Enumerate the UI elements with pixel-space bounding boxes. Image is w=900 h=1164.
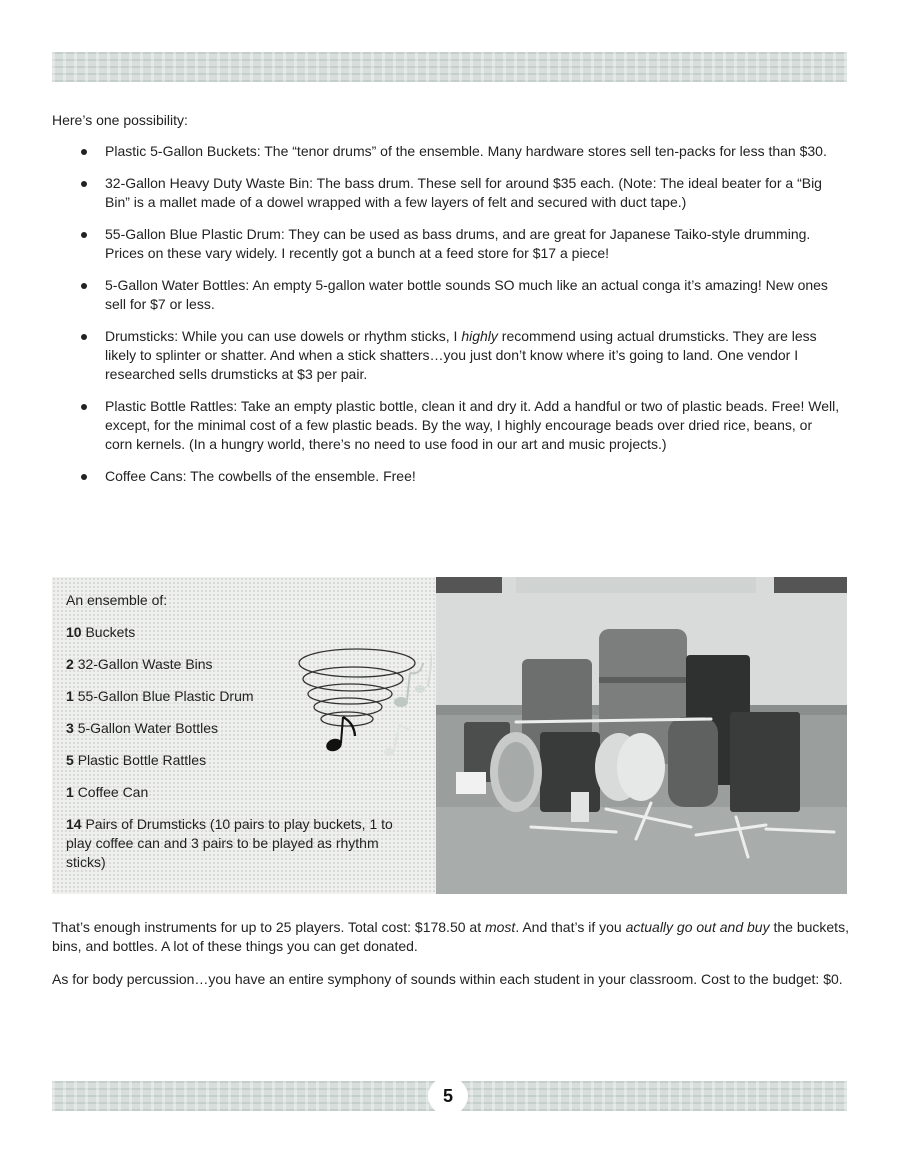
ensemble-item: [66, 719, 416, 738]
closing-paragraph: [52, 918, 852, 956]
ensemble-item: [66, 815, 416, 872]
list-item-text: 32-Gallon Heavy Duty Waste Bin: The bass drum. These sell for around $35 each. (Note: The ideal beater for a “Big Bin” is a mallet made of a dowel wrapped with a few layers of felt and secured with duct tape.): [105, 175, 822, 210]
ensemble-label: 32-Gallon Waste Bins: [77, 656, 213, 672]
emphasis-highly: highly: [461, 328, 498, 344]
ensemble-item: [66, 623, 416, 642]
ensemble-box: [52, 577, 436, 894]
closing-text-1: That’s enough instruments for up to 25 players. Total cost: $178.50 at: [52, 919, 485, 935]
page-number: 5: [428, 1077, 468, 1115]
instruments-photo: [436, 577, 847, 894]
list-item-text: Coffee Cans: The cowbells of the ensemble. Free!: [105, 468, 416, 484]
header-decorative-band: [52, 52, 847, 82]
ensemble-label: 5-Gallon Water Bottles: [77, 720, 219, 736]
list-item-text: 5-Gallon Water Bottles: An empty 5-gallon water bottle sounds SO much like an actual conga it’s amazing! New ones sell for $7 or less.: [105, 277, 828, 312]
ensemble-qty: 1: [66, 688, 74, 704]
ensemble-list: [66, 591, 416, 885]
list-item: [52, 327, 842, 384]
closing-text-2: . And that’s if you: [515, 919, 626, 935]
list-item-text: Plastic 5-Gallon Buckets: The “tenor drums” of the ensemble. Many hardware stores sell ten-packs for less than $30.: [105, 143, 827, 159]
ensemble-qty: 2: [66, 656, 74, 672]
list-item-text: Plastic Bottle Rattles: Take an empty plastic bottle, clean it and dry it. Add a handful or two of plastic beads. Free! Well, except, for the minimal cost of a few plastic beads. By the way, I highly encourage beads over dried rice, beans, or corn kernels. (In a hungry world, there’s no need to use food in our art and music projects.): [105, 398, 840, 452]
ensemble-qty: 3: [66, 720, 74, 736]
closing-emphasis-2: actually go out and buy: [625, 919, 770, 935]
ensemble-label: 55-Gallon Blue Plastic Drum: [77, 688, 254, 704]
list-item-text: 55-Gallon Blue Plastic Drum: They can be used as bass drums, and are great for Japanese Taiko-style drumming. Prices on these vary widely. I recently got a bunch at a feed store for $17 a piece!: [105, 226, 811, 261]
body-percussion-paragraph: As for body percussion…you have an entire symphony of sounds within each student in your classroom. Cost to the budget: $0.: [52, 971, 843, 987]
list-item-text-end: recommend using actual drumsticks. They are less likely to splinter or shatter. And when a stick shatters…you just don’t know where it’s going to land. One vendor I researched sells drumsticks at $3 per pair.: [105, 328, 817, 382]
ensemble-item: [66, 687, 416, 706]
ensemble-label: Plastic Bottle Rattles: [77, 752, 207, 768]
ensemble-label: Buckets: [85, 624, 136, 640]
ensemble-item: [66, 655, 416, 674]
list-item: [52, 225, 842, 263]
ensemble-label: Pairs of Drumsticks (10 pairs to play buckets, 1 to play coffee can and 3 pairs to be played as rhythm sticks): [66, 816, 393, 870]
list-item: [52, 397, 842, 454]
closing-text-3: the buckets, bins, and bottles. A lot of these things you can get donated.: [52, 919, 849, 954]
list-item: [52, 276, 842, 314]
list-item-text-start: Drumsticks: While you can use dowels or rhythm sticks, I: [105, 328, 462, 344]
ensemble-item: [66, 751, 416, 770]
list-item: [52, 142, 842, 161]
ensemble-qty: 5: [66, 752, 74, 768]
ensemble-qty: 1: [66, 784, 74, 800]
ensemble-heading: An ensemble of:: [66, 592, 168, 608]
instrument-list: [52, 142, 842, 499]
intro-text: Here’s one possibility:: [52, 112, 188, 128]
list-item: [52, 174, 842, 212]
ensemble-label: Coffee Can: [77, 784, 149, 800]
ensemble-item: [66, 783, 416, 802]
list-item: [52, 467, 842, 486]
closing-emphasis-1: most: [484, 919, 516, 935]
ensemble-qty: 10: [66, 624, 82, 640]
ensemble-qty: 14: [66, 816, 82, 832]
